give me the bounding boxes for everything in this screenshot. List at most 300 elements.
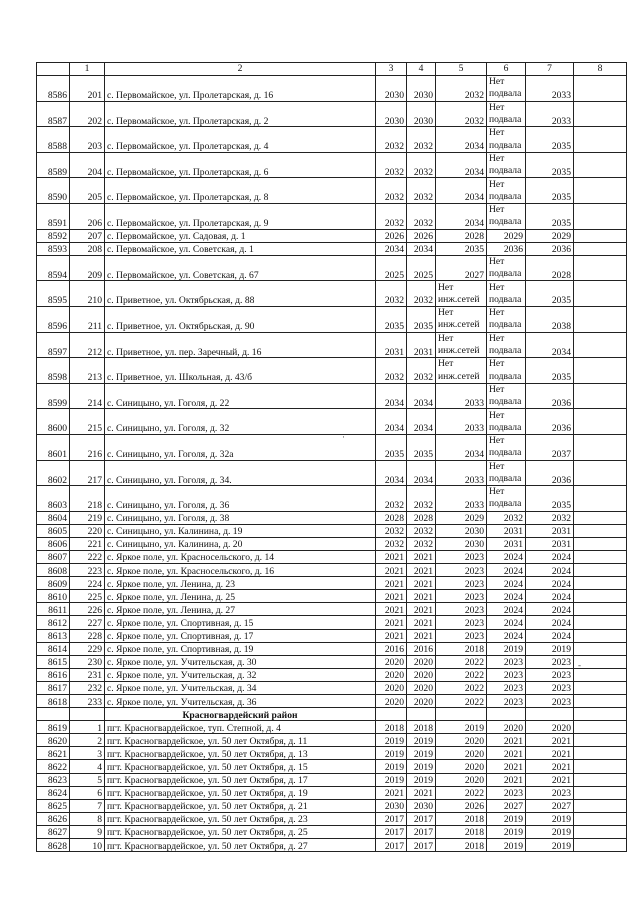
table-row <box>37 577 627 590</box>
year-col-4-cell: 2021 <box>407 616 436 629</box>
header-cell-5: 5 <box>436 63 487 76</box>
table-row <box>37 799 627 812</box>
row-number-cell: 8615 <box>37 655 70 668</box>
year-col-5-cell: 2034 <box>436 434 487 460</box>
cell-line: инж.сетей <box>438 370 480 382</box>
year-col-4-cell: 2019 <box>407 773 436 786</box>
year-col-3-cell: 2020 <box>376 655 407 668</box>
table-row <box>37 825 627 838</box>
col-8-cell <box>574 603 627 616</box>
header-cell-4: 4 <box>407 63 436 76</box>
address-cell: с. Яркое поле, ул. Красносельского, д. 16 <box>105 564 376 577</box>
row-number-cell: 8622 <box>37 760 70 773</box>
year-col-5-cell: 2023 <box>436 550 487 563</box>
year-col-5-cell: 2026 <box>436 799 487 812</box>
item-number-cell: 228 <box>70 629 105 642</box>
item-number-cell <box>70 708 105 721</box>
year-col-5-cell <box>436 358 487 384</box>
cell-line: Нет <box>489 204 505 216</box>
row-number-cell: 8604 <box>37 511 70 524</box>
item-number-cell: 212 <box>70 332 105 358</box>
item-number-cell: 225 <box>70 590 105 603</box>
year-col-6-cell: 2027 <box>487 799 526 812</box>
cell-line: подвала <box>489 498 522 510</box>
year-col-3-cell: 2017 <box>376 839 407 852</box>
address-cell: с. Синицыно, ул. Гоголя, д. 36 <box>105 486 376 512</box>
col-8-cell <box>574 306 627 332</box>
col-8-cell <box>574 242 627 255</box>
year-col-7-cell: 2032 <box>526 511 574 524</box>
year-col-7-cell: 2036 <box>526 409 574 435</box>
year-col-7-cell: 2023 <box>526 681 574 694</box>
header-cell-2: 2 <box>105 63 376 76</box>
col-8-cell <box>574 460 627 486</box>
year-col-3-cell: 2020 <box>376 668 407 681</box>
year-col-4-cell: 2019 <box>407 734 436 747</box>
table-row <box>37 564 627 577</box>
item-number-cell: 230 <box>70 655 105 668</box>
address-cell: с. Яркое поле, ул. Спортивная, д. 19 <box>105 642 376 655</box>
address-cell: пгт. Красногвардейское, ул. 50 лет Октября, д. 13 <box>105 747 376 760</box>
year-col-6-cell <box>487 178 526 204</box>
col-8-cell <box>574 721 627 734</box>
row-number-cell: 8617 <box>37 681 70 694</box>
table-row <box>37 524 627 537</box>
year-col-4-cell: 2021 <box>407 564 436 577</box>
year-col-4-cell: 2028 <box>407 511 436 524</box>
year-col-7-cell: 2023 <box>526 786 574 799</box>
row-number-cell: 8586 <box>37 76 70 102</box>
address-cell: пгт. Красногвардейское, ул. 50 лет Октября, д. 23 <box>105 812 376 825</box>
cell-line: Нет <box>489 332 505 344</box>
cell-line: Нет <box>489 178 505 190</box>
row-number-cell: 8592 <box>37 229 70 242</box>
year-col-3-cell: 2035 <box>376 434 407 460</box>
year-col-6-cell: 2023 <box>487 681 526 694</box>
year-col-4-cell: 2034 <box>407 460 436 486</box>
year-col-7-cell: 2035 <box>526 203 574 229</box>
year-col-5-cell: 2022 <box>436 695 487 708</box>
address-cell: с. Первомайское, ул. Пролетарская, д. 8 <box>105 178 376 204</box>
year-col-3-cell: 2021 <box>376 577 407 590</box>
year-col-7-cell: 2023 <box>526 695 574 708</box>
cell-line: Нет <box>438 281 454 293</box>
row-number-cell: 8610 <box>37 590 70 603</box>
address-cell: пгт. Красногвардейское, ул. 50 лет Октября, д. 17 <box>105 773 376 786</box>
row-number-cell <box>37 708 70 721</box>
year-col-7-cell: 2037 <box>526 434 574 460</box>
item-number-cell: 217 <box>70 460 105 486</box>
row-number-cell: 8587 <box>37 101 70 127</box>
row-number-cell: 8626 <box>37 812 70 825</box>
year-col-5-cell: 2032 <box>436 76 487 102</box>
year-col-4-cell <box>407 708 436 721</box>
table-row <box>37 306 627 332</box>
year-col-7-cell: 2035 <box>526 358 574 384</box>
year-col-4-cell: 2034 <box>407 409 436 435</box>
cell-line: инж.сетей <box>438 319 480 331</box>
cell-line: Нет <box>489 127 505 139</box>
year-col-4-cell: 2021 <box>407 590 436 603</box>
year-col-4-cell: 2034 <box>407 383 436 409</box>
row-number-cell: 8618 <box>37 695 70 708</box>
item-number-cell: 229 <box>70 642 105 655</box>
year-col-5-cell: 2018 <box>436 812 487 825</box>
year-col-3-cell: 2032 <box>376 152 407 178</box>
item-number-cell: 220 <box>70 524 105 537</box>
year-col-4-cell: 2035 <box>407 306 436 332</box>
item-number-cell: 207 <box>70 229 105 242</box>
year-col-6-cell <box>487 434 526 460</box>
address-cell: пгт. Красногвардейское, ул. 50 лет Октября, д. 15 <box>105 760 376 773</box>
item-number-cell: 1 <box>70 721 105 734</box>
row-number-cell: 8602 <box>37 460 70 486</box>
address-cell: с. Яркое поле, ул. Ленина, д. 27 <box>105 603 376 616</box>
cell-line: Нет <box>489 460 505 472</box>
year-col-7-cell: 2031 <box>526 537 574 550</box>
item-number-cell: 232 <box>70 681 105 694</box>
item-number-cell: 218 <box>70 486 105 512</box>
col-8-cell <box>574 486 627 512</box>
col-8-cell <box>574 203 627 229</box>
col-8-cell <box>574 434 627 460</box>
row-number-cell: 8619 <box>37 721 70 734</box>
year-col-6-cell <box>487 152 526 178</box>
row-number-cell: 8609 <box>37 577 70 590</box>
col-8-cell <box>574 681 627 694</box>
cell-line: Нет <box>438 332 454 344</box>
table-row <box>37 747 627 760</box>
year-col-5-cell: 2034 <box>436 152 487 178</box>
address-cell: с. Яркое поле, ул. Учительская, д. 30 <box>105 655 376 668</box>
year-col-3-cell: 2021 <box>376 590 407 603</box>
year-col-5-cell: 2022 <box>436 655 487 668</box>
item-number-cell: 219 <box>70 511 105 524</box>
table-row <box>37 734 627 747</box>
year-col-5-cell: 2018 <box>436 839 487 852</box>
item-number-cell: 216 <box>70 434 105 460</box>
col-8-cell <box>574 358 627 384</box>
year-col-5-cell: 2023 <box>436 629 487 642</box>
table-row <box>37 486 627 512</box>
col-8-cell <box>574 734 627 747</box>
year-col-7-cell: 2029 <box>526 229 574 242</box>
col-8-cell <box>574 101 627 127</box>
item-number-cell: 2 <box>70 734 105 747</box>
year-col-5-cell: 2034 <box>436 178 487 204</box>
address-cell: с. Синицыно, ул. Гоголя, д. 22 <box>105 383 376 409</box>
col-8-cell <box>574 747 627 760</box>
year-col-3-cell: 2028 <box>376 511 407 524</box>
year-col-4-cell: 2032 <box>407 486 436 512</box>
year-col-6-cell: 2023 <box>487 786 526 799</box>
year-col-6-cell <box>487 708 526 721</box>
year-col-3-cell: 2032 <box>376 281 407 307</box>
housing-repair-schedule-table <box>36 62 627 852</box>
address-cell: с. Синицыно, ул. Калинина, д. 20 <box>105 537 376 550</box>
item-number-cell: 233 <box>70 695 105 708</box>
cell-line: подвала <box>489 472 522 484</box>
col-8-cell <box>574 550 627 563</box>
year-col-7-cell: 2020 <box>526 721 574 734</box>
col-8-cell <box>574 629 627 642</box>
column-header-row <box>37 63 627 76</box>
table-row <box>37 460 627 486</box>
table-row <box>37 434 627 460</box>
year-col-6-cell: 2023 <box>487 655 526 668</box>
cell-line: подвала <box>489 216 522 228</box>
col-8-cell <box>574 760 627 773</box>
address-cell: с. Яркое поле, ул. Ленина, д. 25 <box>105 590 376 603</box>
table-row <box>37 773 627 786</box>
year-col-3-cell: 2032 <box>376 127 407 153</box>
year-col-6-cell <box>487 409 526 435</box>
year-col-7-cell: 2023 <box>526 655 574 668</box>
year-col-4-cell: 2020 <box>407 668 436 681</box>
address-cell: с. Яркое поле, ул. Красносельского, д. 14 <box>105 550 376 563</box>
year-col-5-cell: 2023 <box>436 590 487 603</box>
row-number-cell: 8611 <box>37 603 70 616</box>
year-col-5-cell <box>436 708 487 721</box>
year-col-3-cell: 2032 <box>376 537 407 550</box>
scan-speck: · <box>342 432 345 442</box>
cell-line: подвала <box>489 396 522 408</box>
cell-line: Нет <box>489 255 505 267</box>
year-col-4-cell: 2021 <box>407 603 436 616</box>
year-col-5-cell: 2022 <box>436 668 487 681</box>
header-cell-0 <box>37 63 70 76</box>
year-col-4-cell: 2031 <box>407 332 436 358</box>
year-col-6-cell: 2024 <box>487 550 526 563</box>
cell-line: инж.сетей <box>438 344 480 356</box>
year-col-4-cell: 2032 <box>407 281 436 307</box>
year-col-7-cell: 2023 <box>526 668 574 681</box>
item-number-cell: 214 <box>70 383 105 409</box>
year-col-3-cell: 2020 <box>376 695 407 708</box>
row-number-cell: 8605 <box>37 524 70 537</box>
year-col-5-cell: 2020 <box>436 747 487 760</box>
year-col-4-cell: 2021 <box>407 629 436 642</box>
table-row <box>37 655 627 668</box>
year-col-7-cell: 2024 <box>526 616 574 629</box>
year-col-5-cell <box>436 332 487 358</box>
year-col-7-cell: 2036 <box>526 460 574 486</box>
row-number-cell: 8620 <box>37 734 70 747</box>
year-col-5-cell: 2028 <box>436 229 487 242</box>
col-8-cell <box>574 383 627 409</box>
year-col-4-cell: 2025 <box>407 255 436 281</box>
year-col-7-cell: 2021 <box>526 734 574 747</box>
row-number-cell: 8597 <box>37 332 70 358</box>
year-col-6-cell: 2024 <box>487 564 526 577</box>
year-col-4-cell: 2020 <box>407 681 436 694</box>
year-col-7-cell: 2035 <box>526 178 574 204</box>
table-row <box>37 590 627 603</box>
row-number-cell: 8607 <box>37 550 70 563</box>
row-number-cell: 8623 <box>37 773 70 786</box>
year-col-6-cell <box>487 358 526 384</box>
item-number-cell: 231 <box>70 668 105 681</box>
year-col-4-cell: 2017 <box>407 839 436 852</box>
row-number-cell: 8627 <box>37 825 70 838</box>
year-col-4-cell: 2026 <box>407 229 436 242</box>
year-col-4-cell: 2020 <box>407 695 436 708</box>
row-number-cell: 8595 <box>37 281 70 307</box>
year-col-5-cell: 2023 <box>436 577 487 590</box>
year-col-5-cell: 2030 <box>436 524 487 537</box>
year-col-5-cell: 2018 <box>436 825 487 838</box>
cell-line: Нет <box>489 435 505 447</box>
year-col-5-cell: 2033 <box>436 383 487 409</box>
row-number-cell: 8591 <box>37 203 70 229</box>
col-8-cell <box>574 332 627 358</box>
cell-line: Нет <box>489 409 505 421</box>
table-row <box>37 127 627 153</box>
year-col-7-cell: 2028 <box>526 255 574 281</box>
row-number-cell: 8590 <box>37 178 70 204</box>
header-cell-3: 3 <box>376 63 407 76</box>
cell-line: подвала <box>489 113 522 125</box>
year-col-5-cell <box>436 306 487 332</box>
table-body <box>37 63 627 852</box>
year-col-7-cell: 2021 <box>526 773 574 786</box>
header-cell-1: 1 <box>70 63 105 76</box>
year-col-7-cell: 2019 <box>526 642 574 655</box>
year-col-6-cell: 2019 <box>487 642 526 655</box>
item-number-cell: 204 <box>70 152 105 178</box>
year-col-4-cell: 2032 <box>407 537 436 550</box>
year-col-6-cell: 2019 <box>487 812 526 825</box>
table-row <box>37 383 627 409</box>
year-col-6-cell: 2024 <box>487 616 526 629</box>
year-col-4-cell: 2032 <box>407 524 436 537</box>
year-col-6-cell <box>487 255 526 281</box>
year-col-4-cell: 2035 <box>407 434 436 460</box>
year-col-6-cell: 2019 <box>487 825 526 838</box>
year-col-6-cell: 2029 <box>487 229 526 242</box>
table-row <box>37 152 627 178</box>
year-col-3-cell: 2034 <box>376 242 407 255</box>
year-col-7-cell: 2019 <box>526 839 574 852</box>
year-col-7-cell: 2024 <box>526 550 574 563</box>
item-number-cell: 7 <box>70 799 105 812</box>
table-row <box>37 550 627 563</box>
cell-line: Нет <box>489 358 505 370</box>
table-row <box>37 178 627 204</box>
row-number-cell: 8598 <box>37 358 70 384</box>
row-number-cell: 8596 <box>37 306 70 332</box>
address-cell: с. Яркое поле, ул. Ленина, д. 23 <box>105 577 376 590</box>
year-col-7-cell: 2033 <box>526 76 574 102</box>
item-number-cell: 8 <box>70 812 105 825</box>
year-col-7-cell: 2036 <box>526 383 574 409</box>
year-col-4-cell: 2032 <box>407 178 436 204</box>
table-row <box>37 721 627 734</box>
year-col-6-cell: 2024 <box>487 577 526 590</box>
col-8-cell <box>574 590 627 603</box>
year-col-4-cell: 2032 <box>407 358 436 384</box>
year-col-6-cell: 2021 <box>487 760 526 773</box>
cell-line: подвала <box>489 319 522 331</box>
year-col-5-cell: 2022 <box>436 681 487 694</box>
year-col-5-cell: 2020 <box>436 760 487 773</box>
row-number-cell: 8608 <box>37 564 70 577</box>
cell-line: подвала <box>489 421 522 433</box>
year-col-3-cell: 2032 <box>376 203 407 229</box>
address-cell: с. Приветное, ул. пер. Заречный, д. 16 <box>105 332 376 358</box>
year-col-6-cell <box>487 101 526 127</box>
header-cell-7: 7 <box>526 63 574 76</box>
year-col-3-cell: 2021 <box>376 616 407 629</box>
year-col-3-cell: 2021 <box>376 629 407 642</box>
year-col-6-cell: 2021 <box>487 734 526 747</box>
year-col-6-cell <box>487 383 526 409</box>
table-row <box>37 203 627 229</box>
year-col-3-cell: 2019 <box>376 734 407 747</box>
address-cell: с. Яркое поле, ул. Учительская, д. 34 <box>105 681 376 694</box>
col-8-cell <box>574 577 627 590</box>
year-col-4-cell: 2017 <box>407 812 436 825</box>
year-col-6-cell: 2031 <box>487 537 526 550</box>
year-col-4-cell: 2032 <box>407 203 436 229</box>
address-cell: с. Яркое поле, ул. Спортивная, д. 17 <box>105 629 376 642</box>
year-col-4-cell: 2019 <box>407 747 436 760</box>
year-col-4-cell: 2032 <box>407 127 436 153</box>
table-row <box>37 242 627 255</box>
year-col-7-cell: 2031 <box>526 524 574 537</box>
cell-line: подвала <box>489 447 522 459</box>
year-col-7-cell: 2024 <box>526 603 574 616</box>
table-row <box>37 101 627 127</box>
address-cell: пгт. Красногвардейское, ул. 50 лет Октября, д. 21 <box>105 799 376 812</box>
year-col-6-cell: 2024 <box>487 629 526 642</box>
item-number-cell: 10 <box>70 839 105 852</box>
year-col-3-cell: 2032 <box>376 358 407 384</box>
year-col-3-cell: 2025 <box>376 255 407 281</box>
item-number-cell: 202 <box>70 101 105 127</box>
year-col-4-cell: 2016 <box>407 642 436 655</box>
year-col-3-cell: 2032 <box>376 524 407 537</box>
address-cell: с. Приветное, ул. Октябрьская, д. 90 <box>105 306 376 332</box>
year-col-3-cell: 2021 <box>376 786 407 799</box>
year-col-4-cell: 2019 <box>407 760 436 773</box>
year-col-6-cell: 2032 <box>487 511 526 524</box>
year-col-3-cell: 2032 <box>376 486 407 512</box>
row-number-cell: 8606 <box>37 537 70 550</box>
year-col-6-cell <box>487 332 526 358</box>
address-cell: пгт. Красногвардейское, туп. Степной, д. 4 <box>105 721 376 734</box>
table-row <box>37 511 627 524</box>
year-col-7-cell: 2019 <box>526 812 574 825</box>
col-8-cell <box>574 152 627 178</box>
address-cell: с. Яркое поле, ул. Спортивная, д. 15 <box>105 616 376 629</box>
year-col-7-cell: 2035 <box>526 127 574 153</box>
table-row <box>37 629 627 642</box>
cell-line: подвала <box>489 344 522 356</box>
address-cell: с. Синицыно, ул. Гоголя, д. 32а <box>105 434 376 460</box>
year-col-7-cell: 2034 <box>526 332 574 358</box>
row-number-cell: 8624 <box>37 786 70 799</box>
row-number-cell: 8628 <box>37 839 70 852</box>
cell-line: подвала <box>489 190 522 202</box>
year-col-3-cell: 2017 <box>376 825 407 838</box>
address-cell: пгт. Красногвардейское, ул. 50 лет Октября, д. 25 <box>105 825 376 838</box>
address-cell: с. Первомайское, ул. Пролетарская, д. 4 <box>105 127 376 153</box>
address-cell: с. Синицыно, ул. Гоголя, д. 32 <box>105 409 376 435</box>
year-col-5-cell: 2034 <box>436 203 487 229</box>
table-row <box>37 668 627 681</box>
cell-line: подвала <box>489 165 522 177</box>
